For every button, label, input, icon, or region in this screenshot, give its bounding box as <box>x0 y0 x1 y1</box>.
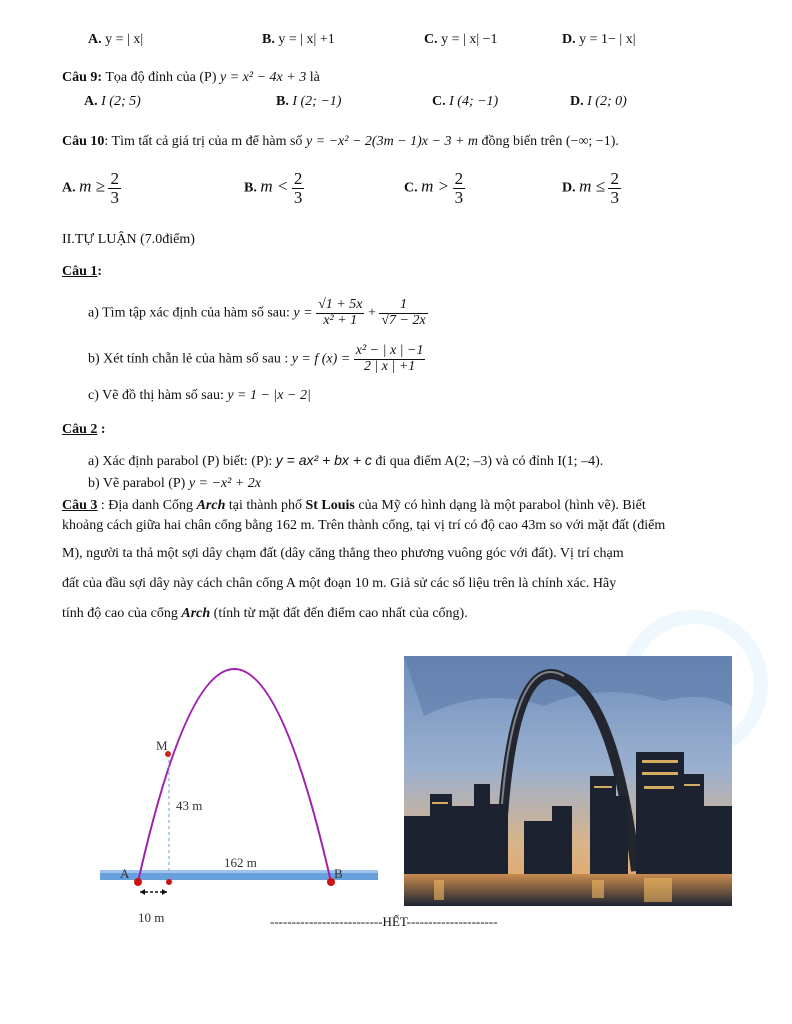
label-height: 43 m <box>176 798 203 813</box>
q9-expr: y = x² − 4x + 3 <box>220 70 307 85</box>
fraction: $\frac{1}{√7 - 2x}$ <box>381 297 426 328</box>
q10-label: Câu 10 <box>62 134 105 149</box>
q10-text: : Tìm tất cả giá trị của m để hàm số <box>104 134 303 149</box>
cau1-label: Câu 1 <box>62 264 98 279</box>
q8-option-d: D. y = 1− | x| <box>562 32 636 47</box>
cau2-heading: Câu 2 : <box>62 422 106 437</box>
q10-option-a: A. m ≥ $\frac{2}{3}$ <box>62 169 119 207</box>
cau1-c-text: c) Vẽ đồ thị hàm số sau: <box>88 388 224 403</box>
label-offset: 10 m <box>138 910 165 925</box>
arch-diagram <box>96 656 386 936</box>
q8-option-c-expr: y = | x| −1 <box>441 32 498 47</box>
cau2-b <box>88 476 261 492</box>
cau1-b-text: b) Xét tính chẵn lẻ của hàm số sau : <box>88 351 289 367</box>
label-m: M <box>156 738 168 753</box>
q9-option-d: D. I (2; 0) <box>570 94 627 109</box>
q8-option-c: C. y = | x| −1 <box>424 32 498 47</box>
q10-option-c: C. m > $\frac{2}{3}$ <box>404 169 464 207</box>
rope-foot-marker <box>166 879 172 885</box>
cau3-line-2: khoảng cách giữa hai chân cổng bằng 162 m. Trên thành cổng, tại vị trí có độ cao 43m so với mặt đất (điểm <box>62 518 666 533</box>
footer-end-mark: --------------------------HẾT--------------------- <box>270 914 498 929</box>
q9-option-a: A. I (2; 5) <box>84 94 141 109</box>
q9-text: Tọa độ đỉnh của (P) <box>105 70 217 85</box>
fraction: $\frac{2}{3}$ <box>293 169 303 207</box>
cau2-b-text: b) Vẽ parabol (P) <box>88 476 186 491</box>
q10-expr: y = −x² − 2(3m − 1)x − 3 + m <box>305 134 479 149</box>
cau1-a-text: a) Tìm tập xác định của hàm số sau: <box>88 305 290 321</box>
fraction: $\frac{2}{3}$ <box>110 169 119 207</box>
offset-arrowheads <box>140 889 167 895</box>
cau1-c <box>88 388 311 404</box>
q9-tail: là <box>309 70 320 85</box>
label-b: B <box>334 866 343 881</box>
cau3-label: Câu 3 <box>62 498 98 513</box>
cau2-a-tail: đi qua điểm A(2; –3) và có đỉnh I(1; –4). <box>375 454 604 469</box>
q8-option-d-expr: y = 1− | x| <box>579 32 636 47</box>
q9-label: Câu 9: <box>62 70 103 85</box>
q10-option-d: D. m ≤ $\frac{2}{3}$ <box>562 169 619 207</box>
cau2-a <box>88 452 603 470</box>
label-width: 162 m <box>224 855 257 870</box>
point-a-marker <box>134 878 142 886</box>
q8-option-a-expr: y = | x| <box>105 32 144 47</box>
q9-option-c: C. I (4; −1) <box>432 94 499 109</box>
q9-option-b: B. I (2; −1) <box>276 94 342 109</box>
section-title: II.TỰ LUẬN (7.0điểm) <box>62 232 195 247</box>
q10-tail: đồng biến trên (−∞; −1). <box>481 134 619 149</box>
cau2-a-text: a) Xác định parabol (P) biết: (P): <box>88 454 273 469</box>
cau3-line-5: tính độ cao của cổng Arch (tính từ mặt đất đến điểm cao nhất của cổng). <box>62 606 468 621</box>
arch-photo <box>404 656 732 906</box>
photo-river <box>404 874 732 906</box>
cau1-c-expr: y = 1 − |x − 2| <box>227 388 311 403</box>
q10-stem <box>62 134 619 150</box>
q8-option-b: B. y = | x| +1 <box>262 32 335 47</box>
cau2-b-expr: y = −x² + 2x <box>188 476 262 491</box>
cau1-b: b) Xét tính chẵn lẻ của hàm số sau : y = f (x) = $\frac{\text{x² − | x | −1}}{2 | x | +1}$ <box>88 343 424 374</box>
cau3-line-3: M), người ta thả một sợi dây chạm đất (dây căng thẳng theo phương vuông góc với đất). Vị trí chạm <box>62 546 624 561</box>
cau1-heading: Câu 1: <box>62 264 103 279</box>
q10-option-b: B. m < $\frac{2}{3}$ <box>244 169 303 207</box>
q8-option-b-expr: y = | x| +1 <box>278 32 335 47</box>
fraction: $\frac{2}{3}$ <box>454 169 464 207</box>
q8-option-a: A. y = | x| <box>88 32 144 47</box>
arch-parabola <box>138 669 331 882</box>
cau3-line-4: đất của đầu sợi dây này cách chân cổng A một đoạn 10 m. Giả sử các số liệu trên là chính xác. Hãy <box>62 576 617 591</box>
fraction: $\frac{2}{3}$ <box>610 169 619 207</box>
label-a: A <box>120 866 130 881</box>
cau2-a-expr: y = ax² + bx + c <box>275 452 372 468</box>
fraction: $\frac{√1 + 5x}{\text{x² + 1}}$ <box>318 297 363 328</box>
cau1-a: a) Tìm tập xác định của hàm số sau: y = $\frac{√1 + 5x}{\text{x² + 1}}$ + $\frac{1}{√7 - 2x}$ <box>88 297 426 328</box>
cau3-paragraph: Câu 3 : Địa danh Cổng Arch tại thành phố St Louis của Mỹ có hình dạng là một parabol (hình vẽ). Biết khoảng cách giữa hai chân cổng bằng 162 m. Trên thành cổng, tại vị trí có độ cao 43m so với mặt đất (điểm <box>62 496 742 536</box>
cau2-label: Câu 2 <box>62 422 98 437</box>
q9-stem <box>62 70 320 86</box>
fraction: $\frac{\text{x² − | x | −1}}{2 | x | +1}$ <box>355 343 424 374</box>
